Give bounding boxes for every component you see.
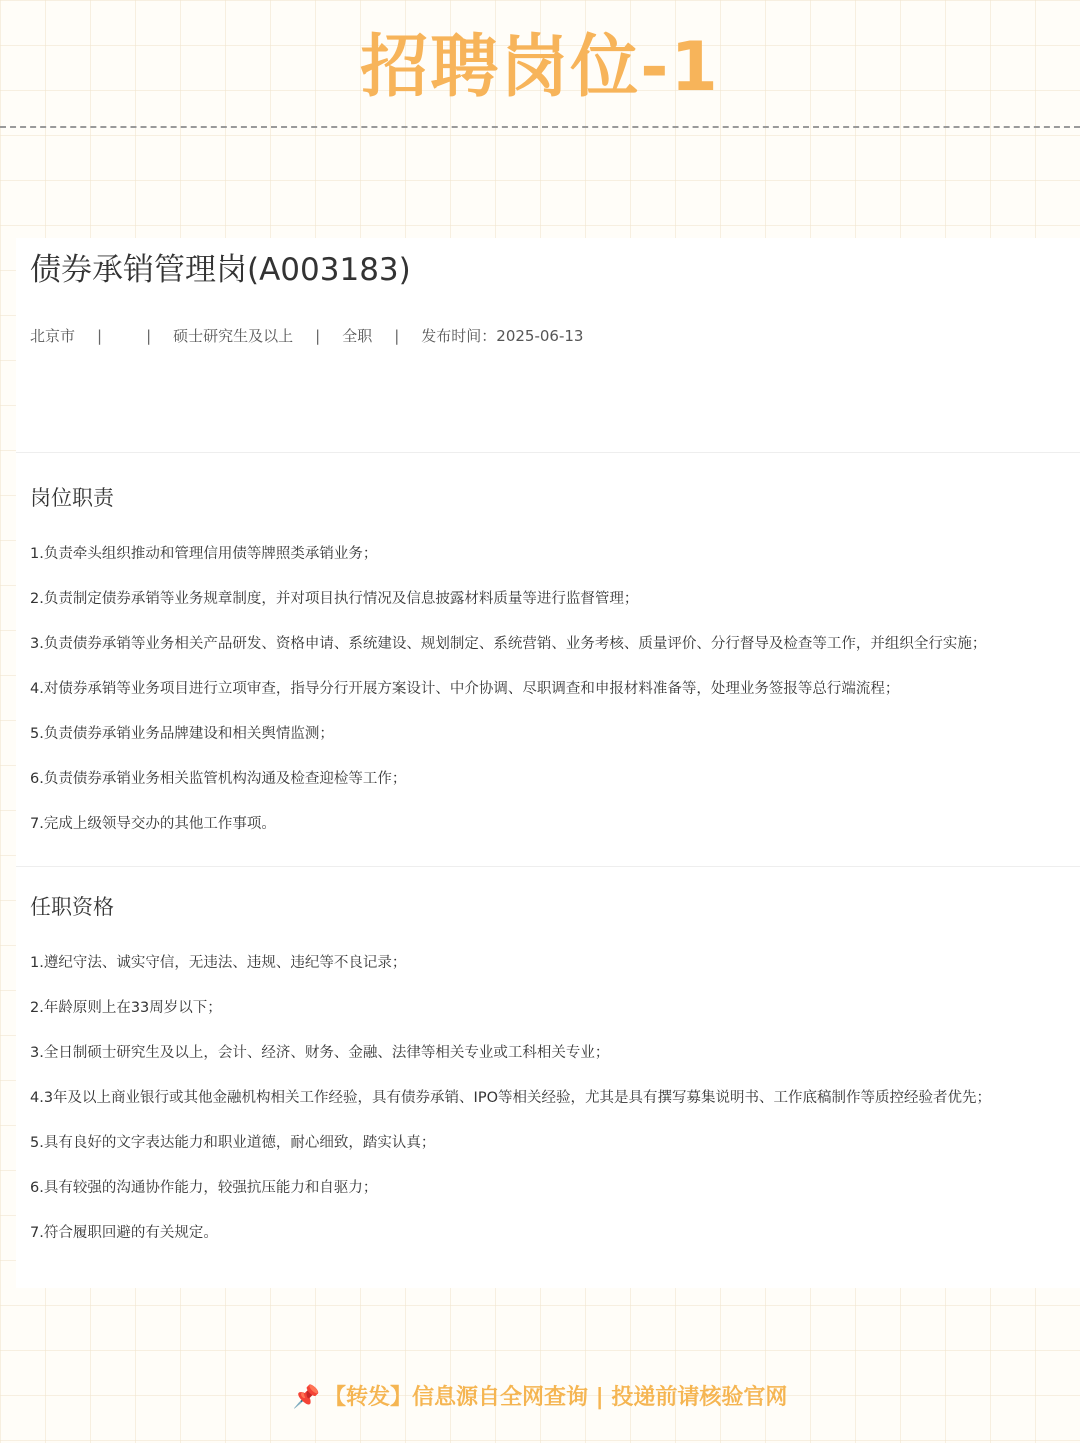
requirement-item: 4.3年及以上商业银行或其他金融机构相关工作经验，具有债券承销、IPO等相关经验，尤其是具有撰写募集说明书、工作底稿制作等质控经验者优先； [30,1090,991,1106]
duty-item: 5.负责债券承销业务品牌建设和相关舆情监测； [30,726,334,742]
meta-education: 硕士研究生及以上 [173,327,294,345]
requirement-item: 2.年龄原则上在33周岁以下； [30,1000,222,1016]
requirement-item: 7.符合履职回避的有关规定。 [30,1225,218,1241]
duty-item: 7.完成上级领导交办的其他工作事项。 [30,816,276,832]
footer-text: 【转发】信息源自全网查询 | 投递前请核验官网 [324,1385,788,1410]
duty-item: 1.负责牵头组织推动和管理信用债等牌照类承销业务； [30,546,378,562]
meta-separator: | [97,327,103,345]
duty-item: 2.负责制定债券承销等业务规章制度，并对项目执行情况及信息披露材料质量等进行监督管理； [30,591,639,607]
meta-location: 北京市 [30,327,76,345]
meta-separator: | [146,327,152,345]
requirement-item: 6.具有较强的沟通协作能力，较强抗压能力和自驱力； [30,1180,378,1196]
duty-item: 6.负责债券承销业务相关监管机构沟通及检查迎检等工作； [30,771,407,787]
requirement-item: 3.全日制硕士研究生及以上，会计、经济、财务、金融、法律等相关专业或工科相关专业； [30,1045,610,1061]
job-card [16,238,1080,1288]
duty-item: 4.对债券承销等业务项目进行立项审查，指导分行开展方案设计、中介协调、尽职调查和申报材料准备等，处理业务签报等总行端流程； [30,681,900,697]
job-title: 债券承销管理岗(A003183) [30,252,411,288]
footer-notice [0,1382,1080,1414]
job-meta [30,326,583,346]
page-banner-title: 招聘岗位-1 [360,28,720,107]
meta-separator: | [394,327,400,345]
requirement-item: 5.具有良好的文字表达能力和职业道德，耐心细致，踏实认真； [30,1135,436,1151]
pushpin-icon: 📌 [292,1385,321,1410]
section-divider [16,866,1080,867]
duties-heading: 岗位职责 [30,486,114,510]
meta-separator: | [315,327,321,345]
requirements-list [30,953,991,1268]
section-divider [16,452,1080,453]
dashed-divider [0,126,1080,128]
duties-list [30,544,986,859]
duty-item: 3.负责债券承销等业务相关产品研发、资格申请、系统建设、规划制定、系统营销、业务考核、质量评价、分行督导及检查等工作，并组织全行实施； [30,636,987,652]
meta-job-type: 全职 [342,327,373,345]
requirements-heading: 任职资格 [30,895,114,919]
meta-publish-date: 发布时间：2025-06-13 [421,327,584,345]
requirement-item: 1.遵纪守法、诚实守信，无违法、违规、违纪等不良记录； [30,955,407,971]
